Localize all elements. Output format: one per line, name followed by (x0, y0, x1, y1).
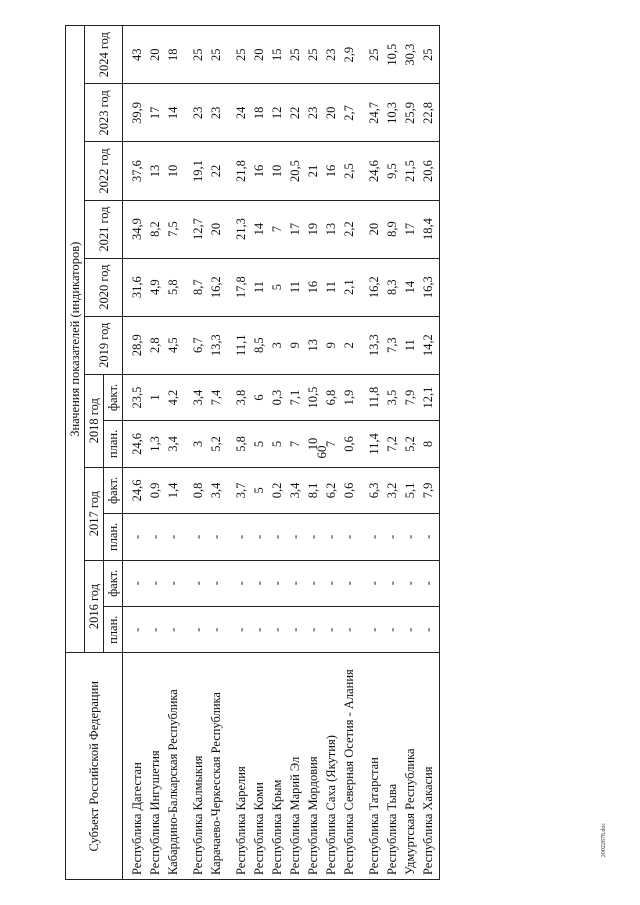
value-cell: 30,3 (401, 26, 419, 84)
value-cell: - (340, 560, 358, 606)
header-fact-2017: факт. (104, 467, 123, 513)
subject-cell: Республика Крым (268, 653, 286, 880)
header-year-2019: 2019 год (85, 316, 123, 374)
value-cell: 7,5 (164, 200, 182, 258)
value-cell: - (146, 607, 164, 653)
value-cell: 25 (207, 26, 225, 84)
value-cell: 5 (268, 258, 286, 316)
value-cell: - (182, 560, 207, 606)
value-cell: - (250, 607, 268, 653)
value-cell: 1,9 (340, 374, 358, 420)
value-cell: 10 (304, 421, 322, 467)
subject-cell: Кабардино-Балкарская Республика (164, 653, 182, 880)
header-fact-2018: факт. (104, 374, 123, 420)
value-cell: 11,8 (358, 374, 383, 420)
header-year-2022: 2022 год (85, 142, 123, 200)
value-cell: 4,9 (146, 258, 164, 316)
value-cell: 18 (250, 84, 268, 142)
value-cell: - (164, 560, 182, 606)
header-year-2017: 2017 год (85, 467, 104, 560)
value-cell: 3,4 (207, 467, 225, 513)
table-row (322, 26, 340, 880)
value-cell: 25 (182, 26, 207, 84)
value-cell: 2,2 (340, 200, 358, 258)
subject-cell: Удмуртская Республика (401, 653, 419, 880)
value-cell: 3,8 (225, 374, 250, 420)
value-cell: 11 (250, 258, 268, 316)
subject-cell: Республика Коми (250, 653, 268, 880)
header-year-2020: 2020 год (85, 258, 123, 316)
value-cell: 1,4 (164, 467, 182, 513)
value-cell: 3 (268, 316, 286, 374)
value-cell: 20,6 (419, 142, 440, 200)
value-cell: 8,9 (383, 200, 401, 258)
value-cell: - (268, 607, 286, 653)
value-cell: 16,2 (358, 258, 383, 316)
table-row (268, 26, 286, 880)
value-cell: 21,8 (225, 142, 250, 200)
value-cell: - (146, 514, 164, 560)
value-cell: - (401, 514, 419, 560)
header-year-2016: 2016 год (85, 560, 104, 653)
value-cell: 17 (146, 84, 164, 142)
value-cell: 14 (164, 84, 182, 142)
value-cell: - (419, 560, 440, 606)
value-cell: - (123, 514, 147, 560)
value-cell: 16 (304, 258, 322, 316)
value-cell: 3,5 (383, 374, 401, 420)
value-cell: - (286, 607, 304, 653)
value-cell: - (182, 514, 207, 560)
value-cell: - (358, 560, 383, 606)
value-cell: 25 (304, 26, 322, 84)
value-cell: 23 (322, 26, 340, 84)
value-cell: 17,8 (225, 258, 250, 316)
table-row (164, 26, 182, 880)
value-cell: 39,9 (123, 84, 147, 142)
value-cell: - (164, 607, 182, 653)
value-cell: 3 (182, 421, 207, 467)
value-cell: 22 (286, 84, 304, 142)
table-row (340, 26, 358, 880)
header-year-2021: 2021 год (85, 200, 123, 258)
value-cell: 8,1 (304, 467, 322, 513)
value-cell: - (419, 514, 440, 560)
page-number: 60 (314, 445, 329, 459)
value-cell: 11 (322, 258, 340, 316)
value-cell: 19,1 (182, 142, 207, 200)
value-cell: 5 (250, 421, 268, 467)
value-cell: 3,4 (182, 374, 207, 420)
value-cell: 17 (286, 200, 304, 258)
value-cell: 20 (146, 26, 164, 84)
value-cell: - (383, 514, 401, 560)
header-indicators: Значения показателей (индикаторов) (66, 26, 85, 653)
value-cell: 13 (304, 316, 322, 374)
value-cell: 23 (304, 84, 322, 142)
value-cell: 15 (268, 26, 286, 84)
value-cell: 1,3 (146, 421, 164, 467)
value-cell: 12,7 (182, 200, 207, 258)
table-row (304, 26, 322, 880)
table-row (123, 26, 147, 880)
value-cell: 8,3 (383, 258, 401, 316)
header-plan-2018: план. (104, 421, 123, 467)
value-cell: 10 (268, 142, 286, 200)
subject-cell: Республика Калмыкия (182, 653, 207, 880)
value-cell: 14,2 (419, 316, 440, 374)
value-cell: 7,2 (383, 421, 401, 467)
subject-cell: Республика Татарстан (358, 653, 383, 880)
value-cell: 0,3 (268, 374, 286, 420)
value-cell: 21 (304, 142, 322, 200)
value-cell: 22 (207, 142, 225, 200)
value-cell: 8,7 (182, 258, 207, 316)
value-cell: 2,8 (146, 316, 164, 374)
value-cell: 13 (146, 142, 164, 200)
subject-cell: Республика Хакасия (419, 653, 440, 880)
header-year-2018: 2018 год (85, 374, 104, 467)
value-cell: 1 (146, 374, 164, 420)
value-cell: - (286, 514, 304, 560)
value-cell: - (225, 514, 250, 560)
value-cell: - (304, 607, 322, 653)
value-cell: 0,8 (182, 467, 207, 513)
value-cell: 5,8 (225, 421, 250, 467)
header-subject: Субъект Российской Федерации (66, 653, 123, 880)
value-cell: - (401, 560, 419, 606)
value-cell: 8,5 (250, 316, 268, 374)
value-cell: 24,6 (123, 421, 147, 467)
value-cell: - (225, 607, 250, 653)
value-cell: - (401, 607, 419, 653)
value-cell: 4,2 (164, 374, 182, 420)
value-cell: 3,7 (225, 467, 250, 513)
header-plan-2017: план. (104, 514, 123, 560)
value-cell: 18,4 (419, 200, 440, 258)
value-cell: 5 (268, 421, 286, 467)
value-cell: 4,5 (164, 316, 182, 374)
value-cell: - (250, 560, 268, 606)
value-cell: 25 (225, 26, 250, 84)
subject-cell: Республика Саха (Якутия) (322, 653, 340, 880)
value-cell: 7,9 (419, 467, 440, 513)
value-cell: 7 (268, 200, 286, 258)
value-cell: 7,3 (383, 316, 401, 374)
value-cell: 0,9 (146, 467, 164, 513)
value-cell: 10,3 (383, 84, 401, 142)
value-cell: 7 (286, 421, 304, 467)
value-cell: 13 (322, 200, 340, 258)
table-row (182, 26, 207, 880)
value-cell: 18 (164, 26, 182, 84)
header-fact-2016: факт. (104, 560, 123, 606)
value-cell: 11,1 (225, 316, 250, 374)
value-cell: - (225, 560, 250, 606)
value-cell: 24,6 (358, 142, 383, 200)
value-cell: 9 (286, 316, 304, 374)
value-cell: 2,9 (340, 26, 358, 84)
value-cell: 25 (419, 26, 440, 84)
value-cell: - (207, 560, 225, 606)
value-cell: - (340, 514, 358, 560)
subject-cell: Республика Тыва (383, 653, 401, 880)
value-cell: 20 (358, 200, 383, 258)
subject-cell: Республика Карелия (225, 653, 250, 880)
value-cell: 9,5 (383, 142, 401, 200)
value-cell: 2,1 (340, 258, 358, 316)
value-cell: 28,9 (123, 316, 147, 374)
value-cell: - (322, 514, 340, 560)
value-cell: 6,8 (322, 374, 340, 420)
value-cell: - (207, 607, 225, 653)
value-cell: 21,5 (401, 142, 419, 200)
value-cell: - (304, 560, 322, 606)
value-cell: 14 (401, 258, 419, 316)
value-cell: - (207, 514, 225, 560)
value-cell: 6,3 (358, 467, 383, 513)
value-cell: 20 (322, 84, 340, 142)
value-cell: 31,6 (123, 258, 147, 316)
subject-cell: Республика Дагестан (123, 653, 147, 880)
value-cell: 13,3 (207, 316, 225, 374)
subject-cell: Республика Мордовия (304, 653, 322, 880)
table-row (225, 26, 250, 880)
value-cell: 20 (250, 26, 268, 84)
value-cell: 25 (358, 26, 383, 84)
value-cell: 10 (164, 142, 182, 200)
value-cell: - (304, 514, 322, 560)
value-cell: - (322, 560, 340, 606)
value-cell: 8,2 (146, 200, 164, 258)
value-cell: 9 (322, 316, 340, 374)
value-cell: 14 (250, 200, 268, 258)
value-cell: 21,3 (225, 200, 250, 258)
value-cell: 10,5 (304, 374, 322, 420)
value-cell: 8 (419, 421, 440, 467)
value-cell: 23,5 (123, 374, 147, 420)
value-cell: - (358, 607, 383, 653)
subject-cell: Республика Ингушетия (146, 653, 164, 880)
value-cell: 25 (286, 26, 304, 84)
subject-cell: Республика Марий Эл (286, 653, 304, 880)
value-cell: - (123, 560, 147, 606)
value-cell: 3,4 (286, 467, 304, 513)
value-cell: 12,1 (419, 374, 440, 420)
value-cell: 25,9 (401, 84, 419, 142)
value-cell: - (419, 607, 440, 653)
value-cell: 3,2 (383, 467, 401, 513)
value-cell: 7,4 (207, 374, 225, 420)
value-cell: - (340, 607, 358, 653)
value-cell: 13,3 (358, 316, 383, 374)
table-row (250, 26, 268, 880)
value-cell: - (383, 560, 401, 606)
value-cell: 0,6 (340, 467, 358, 513)
value-cell: 24,7 (358, 84, 383, 142)
table-header (66, 26, 123, 880)
value-cell: 43 (123, 26, 147, 84)
value-cell: 5 (250, 467, 268, 513)
table-row (358, 26, 383, 880)
value-cell: 6,2 (322, 467, 340, 513)
table-row (401, 26, 419, 880)
value-cell: 10,5 (383, 26, 401, 84)
value-cell: 7,9 (401, 374, 419, 420)
value-cell: 5,2 (207, 421, 225, 467)
value-cell: 16 (250, 142, 268, 200)
value-cell: - (164, 514, 182, 560)
value-cell: 20,5 (286, 142, 304, 200)
value-cell: 20 (207, 200, 225, 258)
table-row (207, 26, 225, 880)
value-cell: - (286, 560, 304, 606)
table-row (383, 26, 401, 880)
value-cell: 19 (304, 200, 322, 258)
value-cell: 3,4 (164, 421, 182, 467)
value-cell: 0,6 (340, 421, 358, 467)
value-cell: - (383, 607, 401, 653)
value-cell: 17 (401, 200, 419, 258)
value-cell: 11 (401, 316, 419, 374)
value-cell: 7 (322, 421, 340, 467)
value-cell: - (268, 514, 286, 560)
table-row (419, 26, 440, 880)
value-cell: 23 (207, 84, 225, 142)
subject-cell: Карачаево-Черкесская Республика (207, 653, 225, 880)
value-cell: 6,7 (182, 316, 207, 374)
value-cell: 11 (286, 258, 304, 316)
table-row (146, 26, 164, 880)
value-cell: - (322, 607, 340, 653)
value-cell: 2,7 (340, 84, 358, 142)
value-cell: 24 (225, 84, 250, 142)
value-cell: - (268, 560, 286, 606)
value-cell: 6 (250, 374, 268, 420)
value-cell: 5,2 (401, 421, 419, 467)
header-year-2024: 2024 год (85, 26, 123, 84)
value-cell: 16,3 (419, 258, 440, 316)
header-plan-2016: план. (104, 607, 123, 653)
value-cell: - (250, 514, 268, 560)
value-cell: 34,9 (123, 200, 147, 258)
value-cell: - (358, 514, 383, 560)
value-cell: 11,4 (358, 421, 383, 467)
value-cell: 2 (340, 316, 358, 374)
indicators-table (65, 25, 440, 880)
value-cell: 37,6 (123, 142, 147, 200)
value-cell: 0,2 (268, 467, 286, 513)
subject-cell: Республика Северная Осетия - Алания (340, 653, 358, 880)
value-cell: 5,8 (164, 258, 182, 316)
value-cell: - (182, 607, 207, 653)
value-cell: 7,1 (286, 374, 304, 420)
value-cell: 16 (322, 142, 340, 200)
value-cell: 16,2 (207, 258, 225, 316)
value-cell: 24,6 (123, 467, 147, 513)
table-body (123, 26, 440, 880)
value-cell: 23 (182, 84, 207, 142)
table-row (286, 26, 304, 880)
footer-document-code: 20022878.doc (601, 822, 607, 858)
rotated-table-wrapper (65, 25, 575, 880)
value-cell: 22,8 (419, 84, 440, 142)
value-cell: - (146, 560, 164, 606)
header-year-2023: 2023 год (85, 84, 123, 142)
value-cell: 5,1 (401, 467, 419, 513)
value-cell: - (123, 607, 147, 653)
value-cell: 12 (268, 84, 286, 142)
value-cell: 2,5 (340, 142, 358, 200)
